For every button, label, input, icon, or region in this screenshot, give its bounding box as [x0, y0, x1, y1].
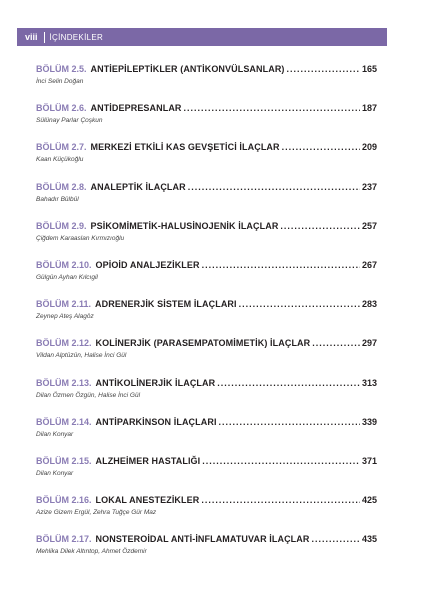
page-ref: 257: [361, 220, 377, 231]
chapter-title: ANTİKOLİNERJİK İLAÇLAR: [95, 377, 216, 388]
toc-entry-line[interactable]: [36, 259, 377, 271]
chapter-title: NONSTEROİDAL ANTİ-İNFLAMATUVAR İLAÇLAR: [95, 534, 310, 545]
page-ref: 425: [361, 495, 377, 506]
chapter-title: ADRENERJİK SİSTEM İLAÇLARI: [95, 299, 237, 310]
chapter-number: BÖLÜM 2.17.: [36, 534, 92, 545]
page-ref: 371: [361, 455, 377, 466]
dot-leader: [311, 533, 360, 545]
page-ref: 267: [361, 259, 377, 270]
dot-leader: [201, 494, 360, 506]
chapter-title: PSİKOMİMETİK-HALUSİNOJENİK İLAÇLAR: [90, 220, 279, 231]
toc-entry-line[interactable]: [36, 494, 377, 506]
chapter-title: ANTİPARKİNSON İLAÇLARI: [95, 416, 217, 427]
chapter-authors: İnci Selin Doğan: [36, 78, 84, 85]
chapter-title: LOKAL ANESTEZİKLER: [95, 495, 200, 506]
page-ref: 237: [361, 181, 377, 192]
chapter-title: OPİOİD ANALJEZİKLER: [95, 259, 200, 270]
chapter-number: BÖLÜM 2.8.: [36, 181, 87, 192]
chapter-authors: Dilan Konyar: [36, 469, 74, 477]
dot-leader: [312, 337, 360, 349]
toc-entry: [36, 259, 377, 298]
page-ref: 297: [361, 338, 377, 349]
table-of-contents: [36, 63, 377, 572]
chapter-authors: Kaan Küçükoğlu: [36, 156, 84, 164]
chapter-title: ANALEPTİK İLAÇLAR: [90, 181, 186, 192]
page-ref: 283: [361, 299, 377, 310]
chapter-number: BÖLÜM 2.7.: [36, 142, 87, 153]
page-header: [17, 28, 387, 46]
toc-entry-line[interactable]: [36, 181, 377, 193]
toc-entry-line[interactable]: [36, 455, 377, 467]
dot-leader: [202, 455, 360, 467]
toc-entry: [36, 455, 377, 494]
chapter-authors: Azize Gizem Ergül, Zehra Tuğçe Gür Maz: [36, 509, 157, 517]
chapter-authors: Dilan Özmen Özgün, Halise İnci Gül: [36, 391, 141, 399]
chapter-number: BÖLÜM 2.15.: [36, 455, 92, 466]
chapter-authors: Sülünay Parlar Çoşkun: [36, 117, 103, 125]
toc-entry-line[interactable]: [36, 220, 377, 232]
toc-entry: [36, 63, 377, 102]
toc-entry-line[interactable]: [36, 416, 377, 428]
toc-entry-line[interactable]: [36, 63, 377, 75]
chapter-authors: Dilan Konyar: [36, 430, 74, 438]
page-ref: 209: [361, 142, 377, 153]
dot-leader: [219, 416, 360, 428]
toc-entry: [36, 337, 377, 376]
chapter-number: BÖLÜM 2.9.: [36, 220, 87, 231]
chapter-authors: Vildan Alptüzün, Halise İnci Gül: [36, 352, 127, 360]
chapter-authors: Mehlika Dilek Altıntop, Ahmet Özdemir: [36, 548, 147, 556]
toc-entry-line[interactable]: [36, 141, 377, 153]
page-ref: 435: [361, 534, 377, 545]
toc-entry: [36, 533, 377, 572]
dot-leader: [184, 102, 360, 114]
dot-leader: [287, 63, 360, 75]
chapter-title: ANTİEPİLEPTİKLER (ANTİKONVÜLSANLAR): [90, 64, 285, 74]
page-ref: 187: [361, 103, 377, 114]
toc-entry-line[interactable]: [36, 102, 377, 114]
chapter-title: ANTİDEPRESANLAR: [90, 103, 182, 114]
page-ref: 339: [361, 416, 377, 427]
toc-entry: [36, 416, 377, 455]
chapter-number: BÖLÜM 2.10.: [36, 259, 92, 270]
toc-entry-line[interactable]: [36, 298, 377, 310]
chapter-number: BÖLÜM 2.16.: [36, 495, 92, 506]
chapter-authors: Çiğdem Karaaslan Kırmızıoğlu: [36, 234, 125, 242]
dot-leader: [188, 181, 360, 193]
dot-leader: [217, 377, 360, 389]
chapter-title: KOLİNERJİK (PARASEMPATOMİMETİK) İLAÇLAR: [95, 338, 311, 349]
chapter-authors: Gülgün Ayhan Kılcıgil: [36, 273, 98, 281]
chapter-number: BÖLÜM 2.11.: [36, 299, 92, 310]
dot-leader: [282, 141, 360, 153]
toc-entry: [36, 220, 377, 259]
chapter-number: BÖLÜM 2.6.: [36, 103, 87, 114]
chapter-authors: Bahadır Bülbül: [36, 195, 79, 203]
chapter-number: BÖLÜM 2.5.: [36, 64, 87, 74]
page-ref: 165: [361, 64, 377, 74]
toc-entry: [36, 377, 377, 416]
dot-leader: [202, 259, 360, 271]
chapter-number: BÖLÜM 2.12.: [36, 338, 92, 349]
toc-entry-line[interactable]: [36, 377, 377, 389]
toc-entry: [36, 494, 377, 533]
toc-entry: [36, 298, 377, 337]
chapter-title: MERKEZİ ETKİLİ KAS GEVŞETİCİ İLAÇLAR: [90, 142, 280, 153]
dot-leader: [239, 298, 360, 310]
toc-entry: [36, 181, 377, 220]
chapter-number: BÖLÜM 2.13.: [36, 377, 92, 388]
page-ref: 313: [361, 377, 377, 388]
toc-entry-line[interactable]: [36, 533, 377, 545]
toc-entry: [36, 141, 377, 180]
toc-entry-line[interactable]: [36, 337, 377, 349]
header-title: İÇİNDEKİLER: [49, 32, 104, 42]
chapter-number: BÖLÜM 2.14.: [36, 416, 92, 427]
chapter-authors: Zeynep Ateş Alagöz: [36, 313, 94, 321]
page-number: viii: [17, 32, 45, 43]
toc-entry: [36, 102, 377, 141]
dot-leader: [280, 220, 360, 232]
chapter-title: ALZHEİMER HASTALIĞI: [95, 455, 201, 466]
